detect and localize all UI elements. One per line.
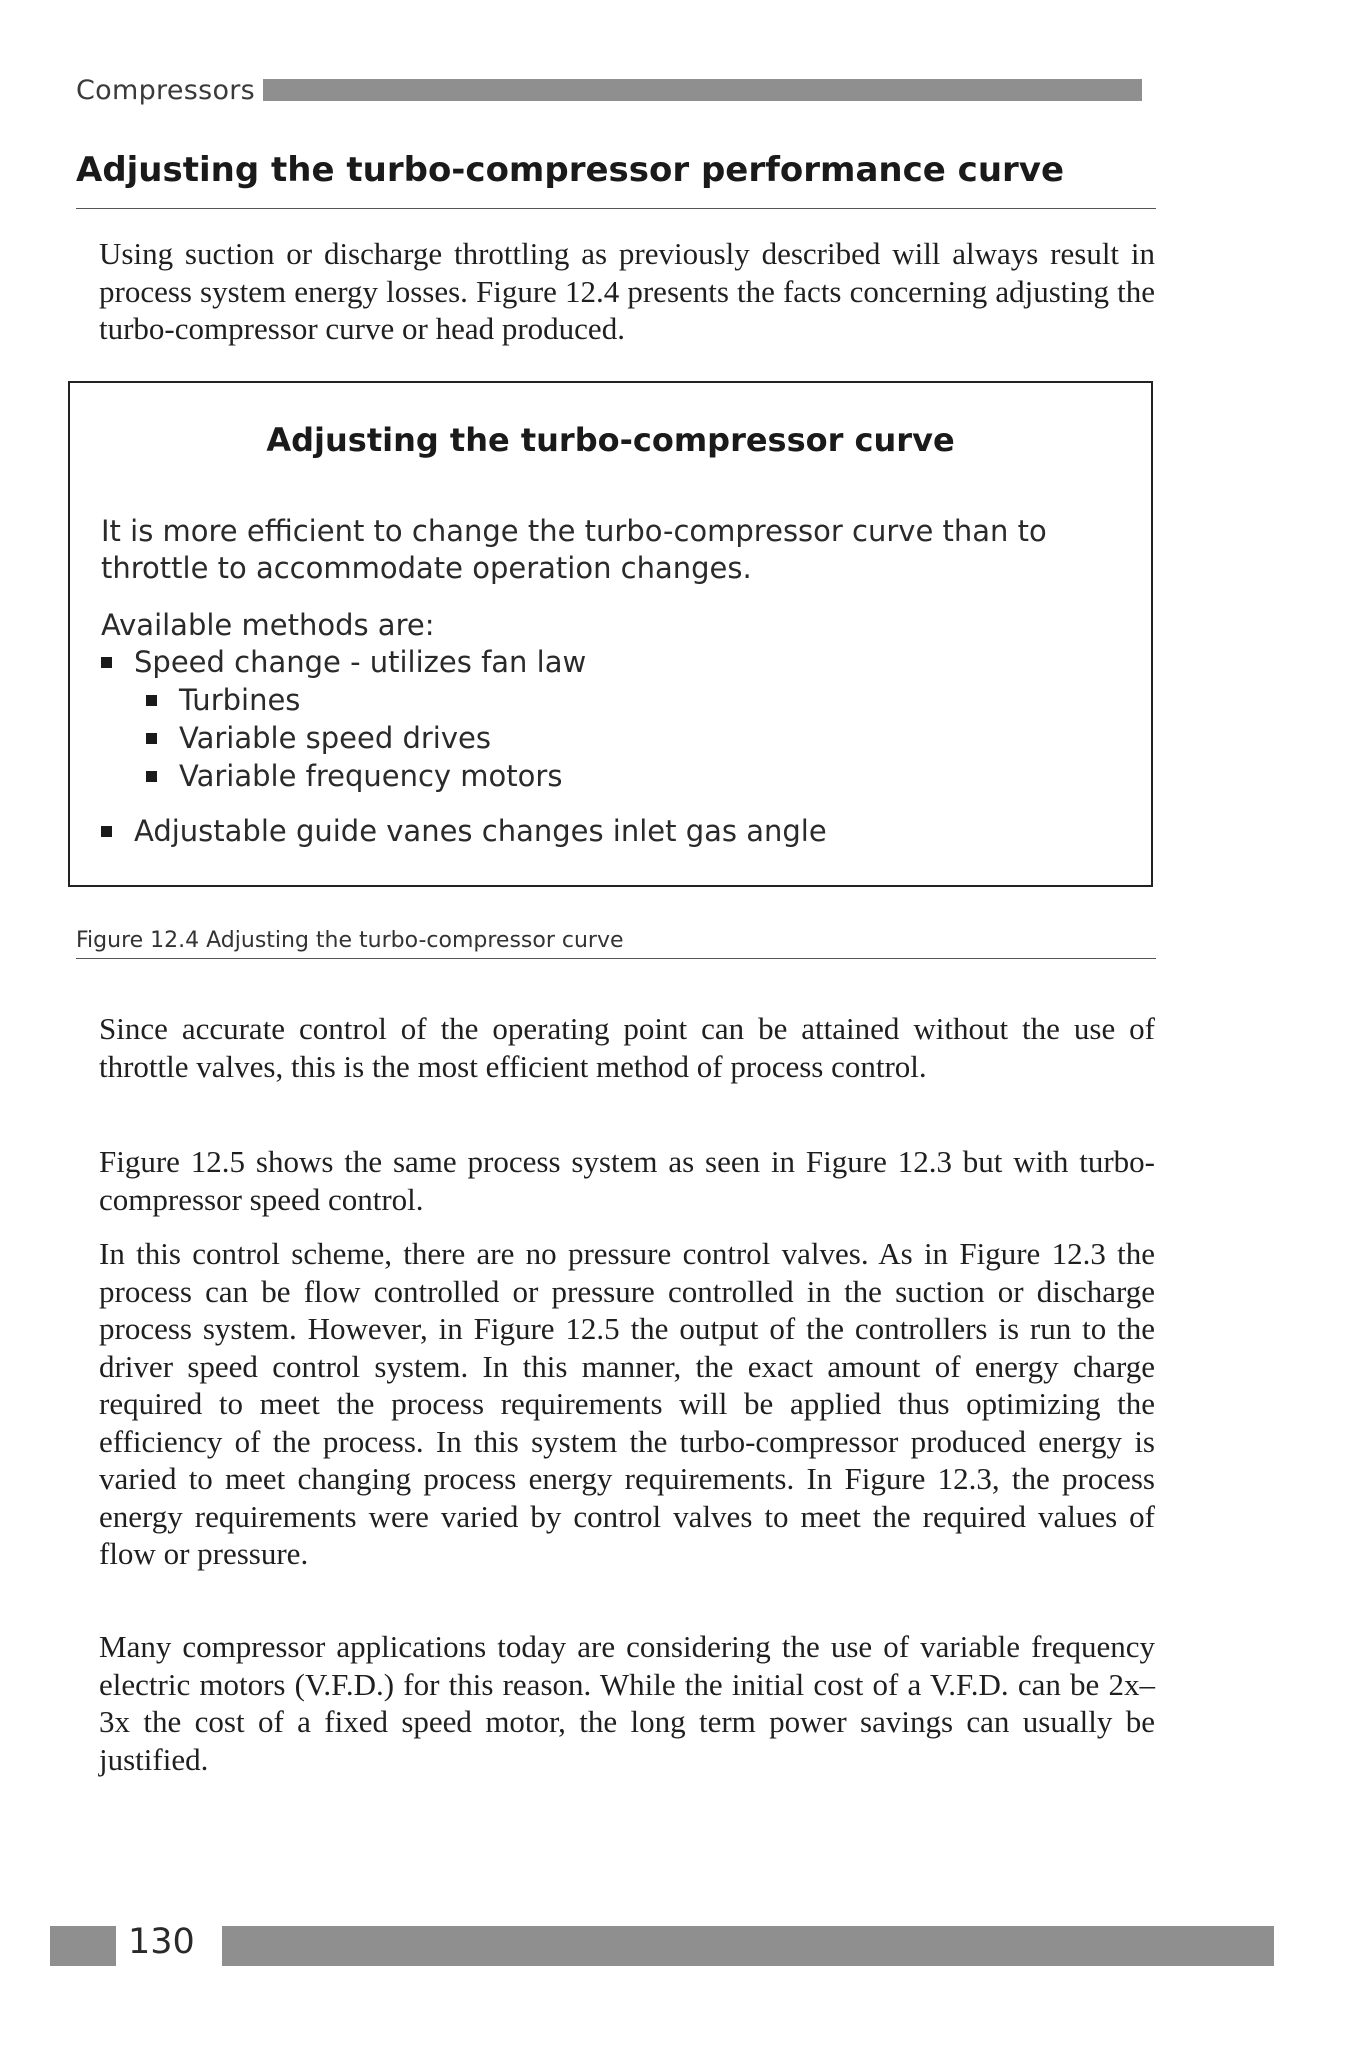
figure-statement: It is more efficient to change the turbo-compressor curve than to throttle to accommodate operation changes. — [101, 514, 1047, 585]
method-list-item — [101, 813, 827, 850]
method-label: Adjustable guide vanes changes inlet gas angle — [134, 814, 827, 848]
bullet-square-icon — [101, 826, 112, 837]
figure-caption-rule — [76, 958, 1156, 959]
running-header — [76, 70, 1142, 110]
body-paragraph: Many compressor applications today are considering the use of variable frequency electric motors (V.F.D.) for this reason. While the initial cost of a V.F.D. can be 2x–3x the cost of a fixed speed motor, the long term power savings can usually be justified. — [99, 1629, 1155, 1777]
bullet-square-icon — [146, 771, 157, 782]
footer-left-block — [50, 1926, 116, 1966]
bullet-square-icon — [101, 657, 112, 668]
running-header-title: Compressors — [76, 74, 256, 106]
intro-paragraph: Using suction or discharge throttling as previously described will always result in process system energy losses. Figure 12.4 presents the facts concerning adjusting the turbo-compressor curve or head produced. — [99, 236, 1155, 346]
method-label: Speed change - utilizes fan law — [134, 645, 587, 679]
bullet-square-icon — [146, 695, 157, 706]
section-title-rule — [76, 208, 1156, 209]
bullet-square-icon — [146, 733, 157, 744]
page-number: 130 — [128, 1922, 195, 1962]
method-sub-label: Variable frequency motors — [179, 759, 563, 793]
method-sub-item — [146, 682, 300, 719]
figure-methods-intro: Available methods are: — [101, 608, 435, 642]
section-title: Adjusting the turbo-compressor performance curve — [76, 150, 1065, 190]
method-sub-item — [146, 720, 491, 757]
body-paragraph: Figure 12.5 shows the same process system as seen in Figure 12.3 but with turbo-compressor speed control. — [99, 1144, 1155, 1217]
figure-title: Adjusting the turbo-compressor curve — [266, 421, 955, 459]
body-paragraph: In this control scheme, there are no pressure control valves. As in Figure 12.3 the process can be flow controlled or pressure controlled in the suction or discharge process system. However, in Figure 12.5 the output of the controllers is run to the driver speed control system. In this manner, the exact amount of energy charge required to meet the process requirements will be applied thus optimizing the efficiency of the process. In this system the turbo-compressor produced energy is varied to meet changing process energy requirements. In Figure 12.3, the process energy requirements were varied by control valves to meet the required values of flow or pressure. — [99, 1236, 1155, 1571]
method-sub-label: Variable speed drives — [179, 721, 491, 755]
method-list-item — [101, 644, 586, 681]
figure-caption: Figure 12.4 Adjusting the turbo-compressor curve — [76, 928, 624, 953]
footer-bar — [222, 1926, 1274, 1966]
body-paragraph: Since accurate control of the operating point can be attained without the use of throttle valves, this is the most efficient method of process control. — [99, 1011, 1155, 1084]
running-header-bar — [263, 79, 1142, 101]
method-sub-label: Turbines — [179, 683, 301, 717]
figure-box — [68, 381, 1153, 887]
method-sub-item — [146, 758, 562, 795]
